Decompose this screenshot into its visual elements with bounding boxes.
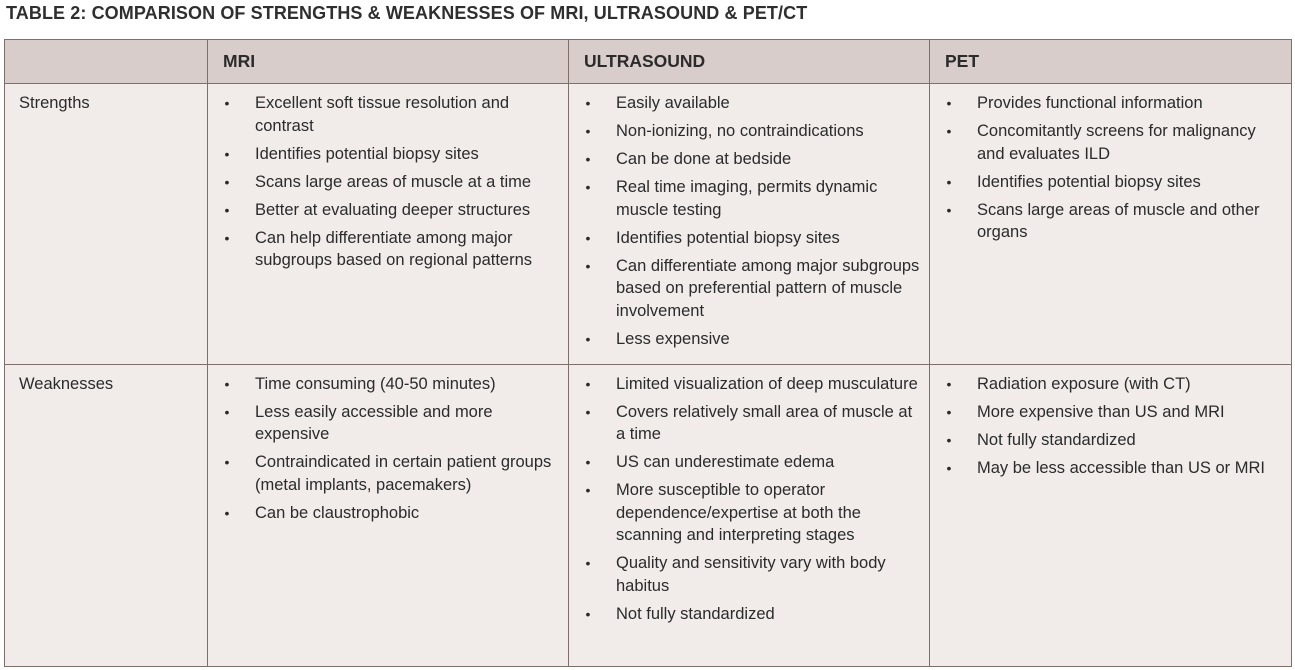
list-item (944, 120, 1283, 165)
list-item-text: Not fully standardized (616, 604, 775, 623)
bullet-list (944, 373, 1283, 480)
bullet-list (944, 92, 1283, 244)
bullet-icon: • (585, 123, 591, 139)
list-item-text: Identifies potential biopsy sites (977, 172, 1201, 191)
bullet-icon: • (224, 173, 230, 190)
bullet-icon: • (585, 555, 591, 571)
list-item-text: Can differentiate among major subgroups based on preferential pattern of muscle involvement (616, 256, 920, 320)
list-item-text: Quality and sensitivity vary with body habitus (616, 554, 886, 595)
header-cell-empty (5, 40, 208, 84)
bullet-icon: • (946, 173, 952, 190)
bullet-icon: • (585, 151, 591, 167)
cell-weaknesses-pet (930, 364, 1292, 666)
list-item-text: Radiation exposure (with CT) (977, 374, 1191, 393)
list-item-text: Can be claustrophobic (255, 503, 420, 522)
bullet-list (583, 92, 921, 350)
header-row (5, 40, 1292, 84)
cell-weaknesses-mri (208, 364, 569, 666)
cell-strengths-pet (930, 84, 1292, 365)
list-item (583, 401, 921, 446)
cell-strengths-mri (208, 84, 569, 365)
list-item (944, 373, 1283, 396)
list-item-text: Not fully standardized (977, 430, 1136, 449)
list-item (222, 401, 560, 446)
comparison-table (4, 39, 1292, 667)
list-item (222, 502, 560, 525)
list-item-text: Time consuming (40-50 minutes) (255, 374, 496, 393)
list-item-text: Real time imaging, permits dynamic muscle testing (616, 178, 878, 219)
cell-weaknesses-ultrasound (569, 364, 930, 666)
bullet-icon: • (224, 454, 230, 470)
table-row-strengths (5, 84, 1292, 365)
list-item (222, 227, 560, 272)
list-item-text: Limited visualization of deep musculature (616, 374, 918, 393)
bullet-icon: • (946, 123, 952, 139)
bullet-icon: • (224, 504, 230, 521)
bullet-icon: • (224, 201, 230, 218)
bullet-icon: • (224, 145, 230, 162)
bullet-icon: • (224, 95, 230, 111)
list-item (944, 92, 1283, 115)
bullet-icon: • (585, 403, 591, 420)
list-item (583, 373, 921, 396)
list-item (222, 199, 560, 222)
list-item-text: Better at evaluating deeper structures (255, 200, 531, 219)
list-item-text: Less expensive (616, 329, 730, 348)
list-item (222, 451, 560, 496)
header-cell-pet: PET (930, 40, 1292, 84)
bullet-icon: • (946, 431, 952, 448)
list-item-text: Can be done at bedside (616, 150, 792, 168)
row-label-strengths: Strengths (5, 84, 208, 365)
bullet-icon: • (585, 257, 591, 274)
list-item-text: May be less accessible than US or MRI (977, 458, 1265, 477)
list-item (583, 552, 921, 597)
list-item-text: Scans large areas of muscle and other organs (977, 200, 1260, 241)
bullet-icon: • (585, 179, 591, 195)
list-item (583, 255, 921, 323)
bullet-icon: • (585, 330, 591, 347)
list-item (944, 457, 1283, 480)
bullet-icon: • (585, 229, 591, 246)
list-item (583, 479, 921, 547)
list-item (583, 328, 921, 351)
bullet-icon: • (585, 375, 591, 392)
bullet-icon: • (946, 375, 952, 392)
bullet-icon: • (224, 375, 230, 392)
bullet-icon: • (946, 403, 952, 420)
bullet-list (583, 373, 921, 626)
list-item (583, 92, 921, 115)
header-cell-ultrasound: ULTRASOUND (569, 40, 930, 84)
list-item-text: Contraindicated in certain patient groups (metal implants, pacemakers) (255, 453, 552, 494)
header-cell-mri: MRI (208, 40, 569, 84)
bullet-icon: • (585, 95, 591, 111)
row-label-weaknesses: Weaknesses (5, 364, 208, 666)
list-item (583, 451, 921, 474)
table-title: TABLE 2: COMPARISON OF STRENGTHS & WEAKNESSES OF MRI, ULTRASOUND & PET/CT (6, 3, 808, 23)
bullet-list (222, 92, 560, 272)
table-row-weaknesses (5, 364, 1292, 666)
bullet-icon: • (224, 403, 230, 420)
list-item (583, 176, 921, 221)
list-item (583, 120, 921, 143)
list-item-text: More expensive than US and MRI (977, 402, 1225, 421)
list-item (583, 148, 921, 171)
list-item-text: Non-ionizing, no contraindications (616, 122, 864, 140)
list-item-text: Can help differentiate among major subgroups based on regional patterns (255, 228, 533, 269)
bullet-list (222, 373, 560, 525)
cell-strengths-ultrasound (569, 84, 930, 365)
list-item-text: Scans large areas of muscle at a time (255, 172, 532, 191)
list-item (583, 603, 921, 626)
list-item-text: Identifies potential biopsy sites (616, 228, 840, 247)
list-item (222, 92, 560, 137)
list-item-text: Concomitantly screens for malignancy and evaluates ILD (977, 122, 1256, 163)
list-item-text: Excellent soft tissue resolution and contrast (255, 94, 510, 135)
bullet-icon: • (585, 482, 591, 498)
list-item-text: Easily available (616, 94, 730, 112)
list-item-text: US can underestimate edema (616, 453, 835, 471)
list-item-text: Identifies potential biopsy sites (255, 144, 479, 163)
list-item (222, 171, 560, 194)
list-item-text: Provides functional information (977, 94, 1203, 112)
list-item (222, 373, 560, 396)
bullet-icon: • (585, 605, 591, 622)
list-item (944, 171, 1283, 194)
bullet-icon: • (585, 454, 591, 470)
list-item-text: Less easily accessible and more expensive (255, 402, 493, 443)
list-item (944, 401, 1283, 424)
list-item (583, 227, 921, 250)
list-item (944, 429, 1283, 452)
bullet-icon: • (224, 229, 230, 246)
bullet-icon: • (946, 95, 952, 111)
list-item-text: Covers relatively small area of muscle at a time (616, 402, 913, 443)
bullet-icon: • (946, 459, 952, 476)
bullet-icon: • (946, 201, 952, 218)
list-item (944, 199, 1283, 244)
list-item (222, 143, 560, 166)
list-item-text: More susceptible to operator dependence/expertise at both the scanning and interpreting stages (616, 481, 861, 544)
